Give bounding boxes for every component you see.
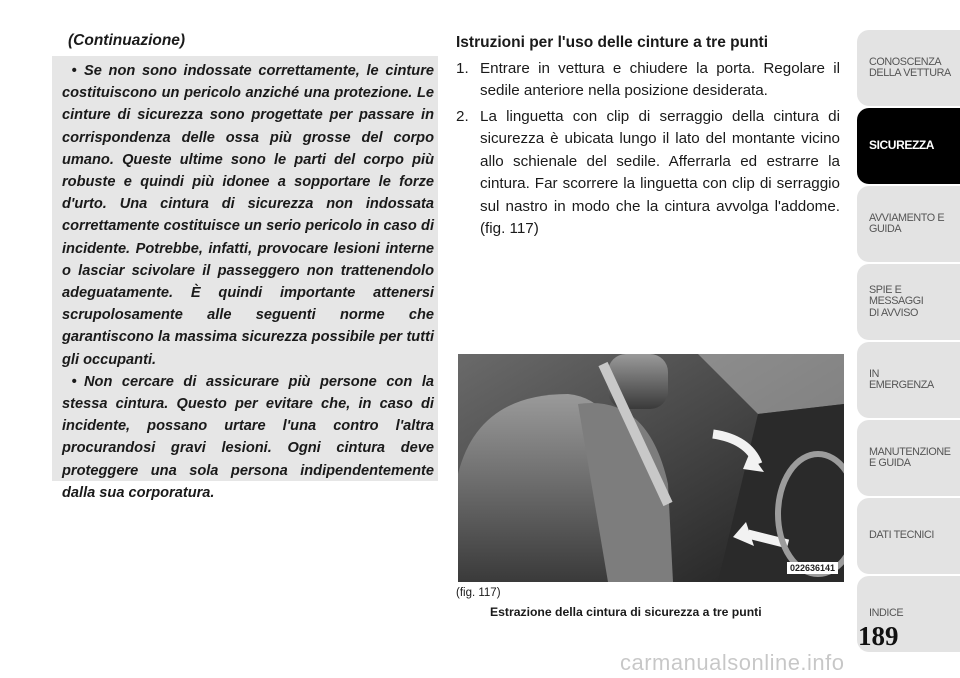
tab-avviamento[interactable]: AVVIAMENTO E GUIDA xyxy=(857,186,960,262)
figure-code: 022636141 xyxy=(787,562,838,574)
section-title: Istruzioni per l'uso delle cinture a tre punti xyxy=(456,34,769,51)
bullet-icon: • xyxy=(71,373,77,390)
tab-sicurezza[interactable]: SICUREZZA xyxy=(857,108,960,184)
page-number: 189 xyxy=(858,621,899,651)
step-number: 1. xyxy=(456,60,469,77)
figure-number: (fig. 117) xyxy=(456,587,501,599)
tab-emergenza[interactable]: IN EMERGENZA xyxy=(857,342,960,418)
tab-dati-tecnici[interactable]: DATI TECNICI xyxy=(857,498,960,574)
warning-bullet-1: • Se non sono indossate correttamente, le cinture costituiscono un pericolo anziché una protezione. Le cinture di sicurezza sono progettate per passare in corrispondenza delle ossa più grosse del corpo umano. Queste ultime sono le parti del corpo più robuste e quindi più idonee a sopportare le forze d'urto. Una cintura di sicurezza non indossata correttamente costituisce un serio pericolo in caso di incidente. Potrebbe, infatti, provocare lesioni interne o lasciar scivolare il passeggero non trattenendolo adeguatamente. È quindi importante attenersi scrupolosamente alle seguenti norme che garantiscono la massima sicurezza possibile per tutti gli occupanti. xyxy=(62,60,434,371)
bullet-icon: • xyxy=(71,63,77,79)
warning-text xyxy=(62,60,434,504)
continuation-label: (Continuazione) xyxy=(68,32,186,49)
warning-bullet-2: • Non cercare di assicurare più persone con la stessa cintura. Questo per evitare che, in caso di incidente, possano urtare l'una contro l'altra procurandosi gravi lesioni. Ogni cintura deve proteggere una sola persona indipendentemente dalla sua corporatura. xyxy=(62,371,434,504)
tab-indice[interactable]: INDICE xyxy=(857,576,960,652)
figure-caption: Estrazione della cintura di sicurezza a tre punti xyxy=(490,605,762,619)
tab-manutenzione[interactable]: MANUTENZIONE E GUIDA xyxy=(857,420,960,496)
step-1 xyxy=(456,58,840,103)
step-number: 2. xyxy=(456,108,469,125)
tab-conoscenza[interactable]: CONOSCENZA DELLA VETTURA xyxy=(857,30,960,106)
step-2 xyxy=(456,106,840,240)
car-interior-illustration xyxy=(458,354,844,582)
figure-seatbelt-photo xyxy=(458,354,844,582)
tab-spie[interactable]: SPIE E MESSAGGI DI AVVISO xyxy=(857,264,960,340)
step-text: Entrare in vettura e chiudere la porta. Regolare il sedile anteriore nella posizione desiderata. xyxy=(480,60,840,100)
step-text: La linguetta con clip di serraggio della cintura di sicurezza è ubicata lungo il lato del montante vicino allo schienale del sedile. Afferrarla ed estrarre la cintura. Far scorrere la linguetta con clip di serraggio sul nastro in modo che la cintura avvolga l'addome. (fig. 117) xyxy=(480,108,840,238)
watermark: carmanualsonline.info xyxy=(620,650,845,675)
